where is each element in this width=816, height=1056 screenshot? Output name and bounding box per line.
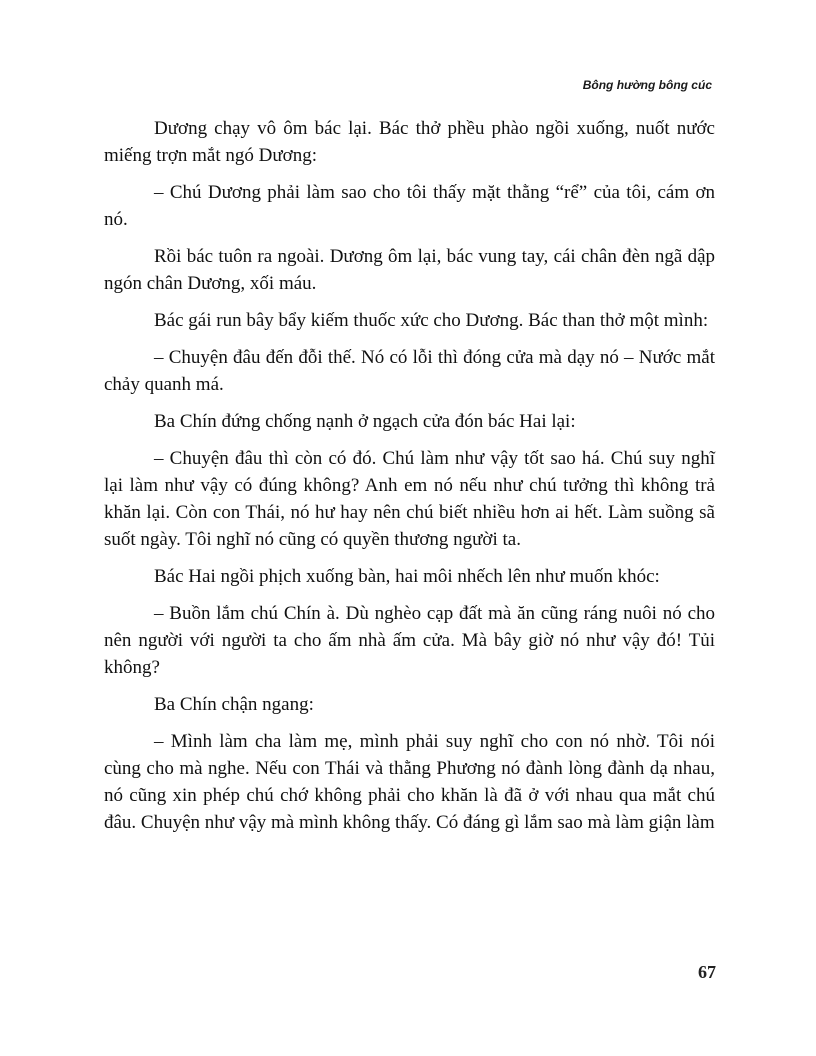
- paragraph: – Chuyện đâu đến đỗi thế. Nó có lỗi thì đóng cửa mà dạy nó – Nước mắt chảy quanh má.: [104, 347, 715, 395]
- body-text: [104, 115, 715, 846]
- paragraph: Ba Chín đứng chống nạnh ở ngạch cửa đón bác Hai lại:: [154, 411, 576, 432]
- paragraph: – Chú Dương phải làm sao cho tôi thấy mặt thằng “rể” của tôi, cám ơn nó.: [104, 182, 715, 230]
- running-header: Bông hường bông cúc: [582, 78, 712, 92]
- paragraph: – Mình làm cha làm mẹ, mình phải suy nghĩ cho con nó nhờ. Tôi nói cùng cho mà nghe. Nếu con Thái và thằng Phương nó đành lòng đành dạ nhau, nó cũng xin phép chú chớ không phải cho khăn là đã ở với nhau qua mắt chú đâu. Chuyện như vậy mà mình không thấy. Có đáng gì lắm sao mà làm giận làm: [104, 731, 715, 833]
- paragraph: Ba Chín chận ngang:: [154, 694, 314, 715]
- page-number: 67: [698, 962, 716, 982]
- paragraph: – Buồn lắm chú Chín à. Dù nghèo cạp đất mà ăn cũng ráng nuôi nó cho nên người với người ta cho ấm nhà ấm cửa. Mà bây giờ nó như vậy đó! Tủi không?: [104, 603, 715, 678]
- paragraph: Rồi bác tuôn ra ngoài. Dương ôm lại, bác vung tay, cái chân đèn ngã dập ngón chân Dương, xối máu.: [104, 246, 715, 294]
- paragraph: – Chuyện đâu thì còn có đó. Chú làm như vậy tốt sao há. Chú suy nghĩ lại làm như vậy có đúng không? Anh em nó nếu như chú tưởng thì không trả khăn lại. Còn con Thái, nó hư hay nên chú biết nhiều hơn ai hết. Làm suồng sã suốt ngày. Tôi nghĩ nó cũng có quyền thương người ta.: [104, 448, 715, 550]
- paragraph: Bác gái run bây bẩy kiếm thuốc xức cho Dương. Bác than thở một mình:: [154, 310, 709, 331]
- paragraph: Bác Hai ngồi phịch xuống bàn, hai môi nhếch lên như muốn khóc:: [154, 566, 660, 587]
- paragraph: Dương chạy vô ôm bác lại. Bác thở phều phào ngồi xuống, nuốt nước miếng trợn mắt ngó Dương:: [104, 118, 715, 166]
